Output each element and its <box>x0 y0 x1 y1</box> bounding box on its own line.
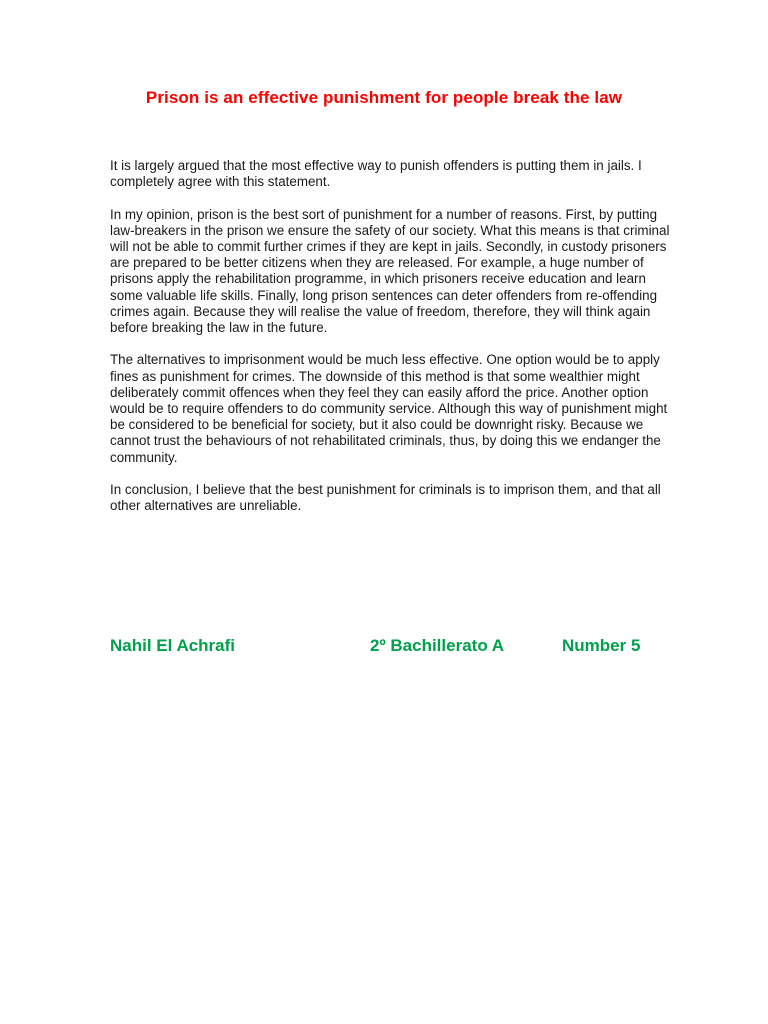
paragraph-conclusion: In conclusion, I believe that the best punishment for criminals is to imprison them, and that all other alternatives are unreliable. <box>110 482 661 514</box>
author-name: Nahil El Achrafi <box>110 636 236 655</box>
student-grade: 2º Bachillerato A <box>370 636 505 655</box>
paragraph-intro: It is largely argued that the most effective way to punish offenders is putting them in jails. I completely agree with this statement. <box>110 158 642 190</box>
document-title: Prison is an effective punishment for people break the law <box>145 88 623 107</box>
student-number: Number 5 <box>562 636 641 655</box>
document-body <box>110 158 670 531</box>
paragraph-opinion: In my opinion, prison is the best sort of punishment for a number of reasons. First, by putting law-breakers in the prison we ensure the safety of our society. What this means is that criminal will not be able to commit further crimes if they are kept in jails. Secondly, in custody prisoners are prepared to be better citizens when they are released. For example, a huge number of prisons apply the rehabilitation programme, in which prisoners receive education and learn some valuable life skills. Finally, long prison sentences can deter offenders from re-offending crimes again. Because they will realise the value of freedom, therefore, they will think again before breaking the law in the future. <box>110 206 670 336</box>
paragraph-alternatives: The alternatives to imprisonment would be much less effective. One option would be to apply fines as punishment for crimes. The downside of this method is that some wealthier might deliberately commit offences when they feel they can easily afford the price. Another option would be to require offenders to do community service. Although this way of punishment might be considered to be beneficial for society, but it also could be downright risky. Because we cannot trust the behaviours of not rehabilitated criminals, thus, by doing this we endanger the community. <box>110 352 668 465</box>
